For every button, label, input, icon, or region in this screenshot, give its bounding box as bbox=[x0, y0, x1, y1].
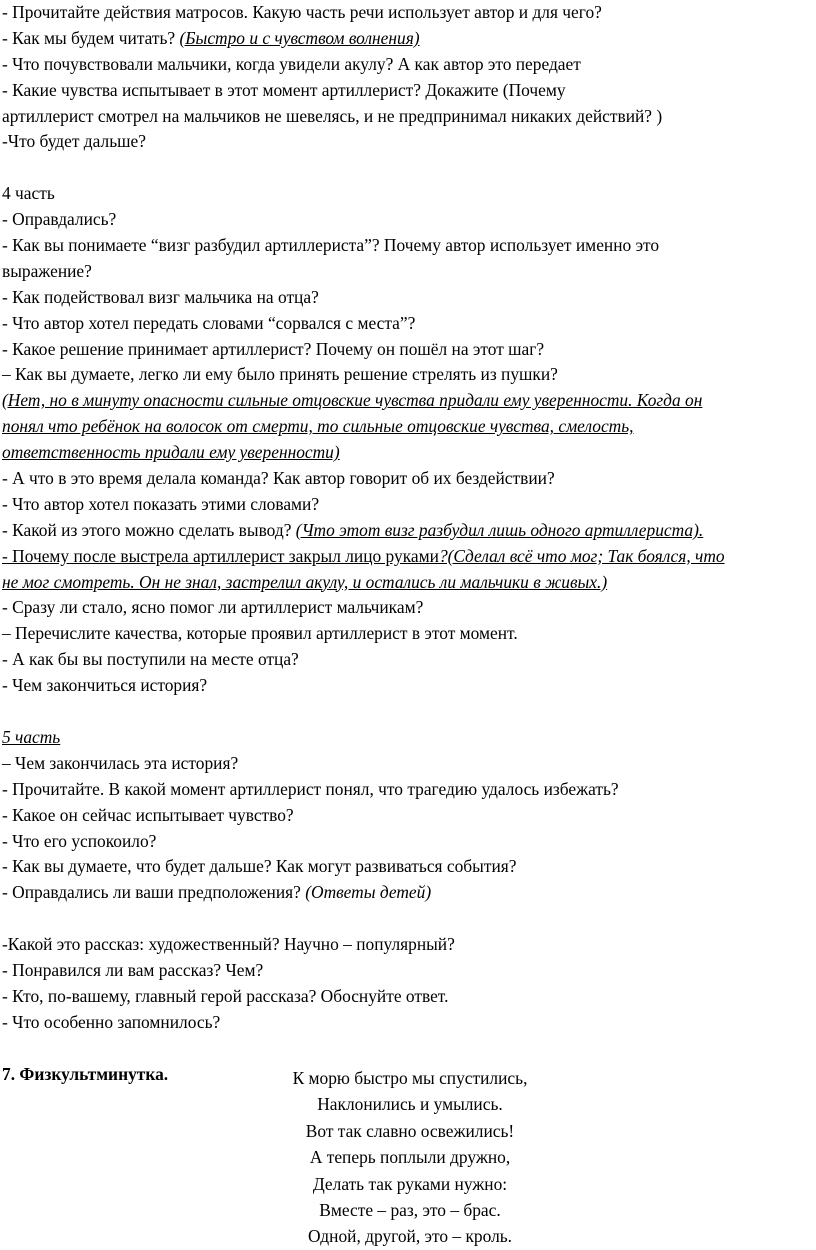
question-text: - Почему после выстрела артиллерист закрыл лицо руками bbox=[2, 545, 439, 566]
question-line: - Как подействовал визг мальчика на отца? bbox=[2, 286, 319, 307]
blank-line bbox=[2, 155, 814, 181]
question-line: - Чем закончиться история? bbox=[2, 675, 208, 696]
blank-line bbox=[2, 906, 814, 932]
question-line: - Прочитайте. В какой момент артиллерист понял, что трагедию удалось избежать? bbox=[2, 778, 619, 799]
question-line: - Что автор хотел показать этими словами? bbox=[2, 493, 320, 514]
section-heading: 7. Физкультминутка. bbox=[2, 1063, 169, 1084]
question-line: - Какие чувства испытывает в этот момент артиллерист? Докажите (Почему bbox=[2, 79, 566, 100]
question-line: - Прочитайте действия матросов. Какую часть речи использует автор и для чего? bbox=[2, 2, 602, 22]
question-line: - Какое решение принимает артиллерист? Почему он пошёл на этот шаг? bbox=[2, 338, 545, 359]
question-line: - Понравился ли вам рассказ? Чем? bbox=[2, 959, 264, 980]
question-line: - Как вы думаете, что будет дальше? Как могут развиваться события? bbox=[2, 856, 517, 877]
question-line: - Что особенно запомнилось? bbox=[2, 1011, 221, 1032]
question-line: - Как вы понимаете “визг разбудил артиллериста”? Почему автор использует именно это bbox=[2, 235, 660, 256]
question-line: - Сразу ли стало, ясно помог ли артиллерист мальчикам? bbox=[2, 597, 424, 618]
answer-line: ответственность придали ему уверенности) bbox=[2, 442, 340, 463]
blank-line bbox=[2, 699, 814, 725]
poem bbox=[210, 1065, 610, 1250]
poem-line: Вместе – раз, это – брас. bbox=[319, 1199, 501, 1220]
question-line bbox=[2, 518, 814, 544]
question-line: - А как бы вы поступили на месте отца? bbox=[2, 649, 299, 670]
document-body bbox=[2, 0, 814, 1087]
question-line bbox=[2, 880, 814, 906]
question-line: артиллерист смотрел на мальчиков не шевелясь, и не предпринимал никаких действий? ) bbox=[2, 105, 663, 126]
blank-line bbox=[2, 1036, 814, 1062]
question-line: - Какое он сейчас испытывает чувство? bbox=[2, 804, 294, 825]
question-line: выражение? bbox=[2, 260, 92, 281]
poem-line: Вот так славно освежились! bbox=[305, 1120, 515, 1141]
answer-line: (Нет, но в минуту опасности сильные отцовские чувства придали ему уверенности. Когда он bbox=[2, 390, 703, 411]
poem-line: К морю быстро мы спустились, bbox=[292, 1068, 528, 1088]
question-line: -Что будет дальше? bbox=[2, 131, 146, 152]
poem-line: Наклонились и умылись. bbox=[317, 1094, 503, 1115]
question-line: - Оправдались? bbox=[2, 209, 117, 230]
question-line: - Что автор хотел передать словами “сорвался с места”? bbox=[2, 312, 416, 333]
answer-text: ?(Сделал всё что мог; Так боялся, что bbox=[438, 545, 725, 566]
question-line: -Какой это рассказ: художественный? Научно – популярный? bbox=[2, 934, 455, 955]
poem-line: Одной, другой, это – кроль. bbox=[307, 1226, 513, 1247]
question-line: - Что его успокоило? bbox=[2, 830, 157, 851]
section-heading: 5 часть bbox=[2, 726, 61, 747]
answer-line: понял что ребёнок на волосок от смерти, то сильные отцовские чувства, смелость, bbox=[2, 416, 634, 437]
poem-line: Делать так руками нужно: bbox=[312, 1173, 508, 1194]
question-text: - Как мы будем читать? bbox=[2, 27, 180, 48]
question-line: – Чем закончилась эта история? bbox=[2, 752, 239, 773]
answer-line: не мог смотреть. Он не знал, застрелил акулу, и остались ли мальчики в живых.) bbox=[2, 571, 608, 592]
question-line: – Перечислите качества, которые проявил артиллерист в этот момент. bbox=[2, 623, 518, 644]
section-heading: 4 часть bbox=[2, 183, 55, 204]
question-line bbox=[2, 544, 814, 570]
answer-text: (Ответы детей) bbox=[305, 882, 432, 903]
question-line bbox=[2, 26, 814, 52]
answer-text: (Быстро и с чувством волнения) bbox=[179, 27, 420, 48]
answer-text: (Что этот визг разбудил лишь одного артиллериста). bbox=[295, 519, 704, 540]
question-line: - Что почувствовали мальчики, когда увидели акулу? А как автор это передает bbox=[2, 53, 581, 74]
question-text: - Какой из этого можно сделать вывод? bbox=[2, 519, 296, 540]
poem-line: А теперь поплыли дружно, bbox=[309, 1147, 511, 1168]
question-line: - А что в это время делала команда? Как автор говорит об их бездействии? bbox=[2, 468, 555, 489]
question-line: – Как вы думаете, легко ли ему было принять решение стрелять из пушки? bbox=[2, 364, 558, 385]
question-text: - Оправдались ли ваши предположения? bbox=[2, 882, 306, 903]
question-line: - Кто, по-вашему, главный герой рассказа? Обоснуйте ответ. bbox=[2, 985, 449, 1006]
